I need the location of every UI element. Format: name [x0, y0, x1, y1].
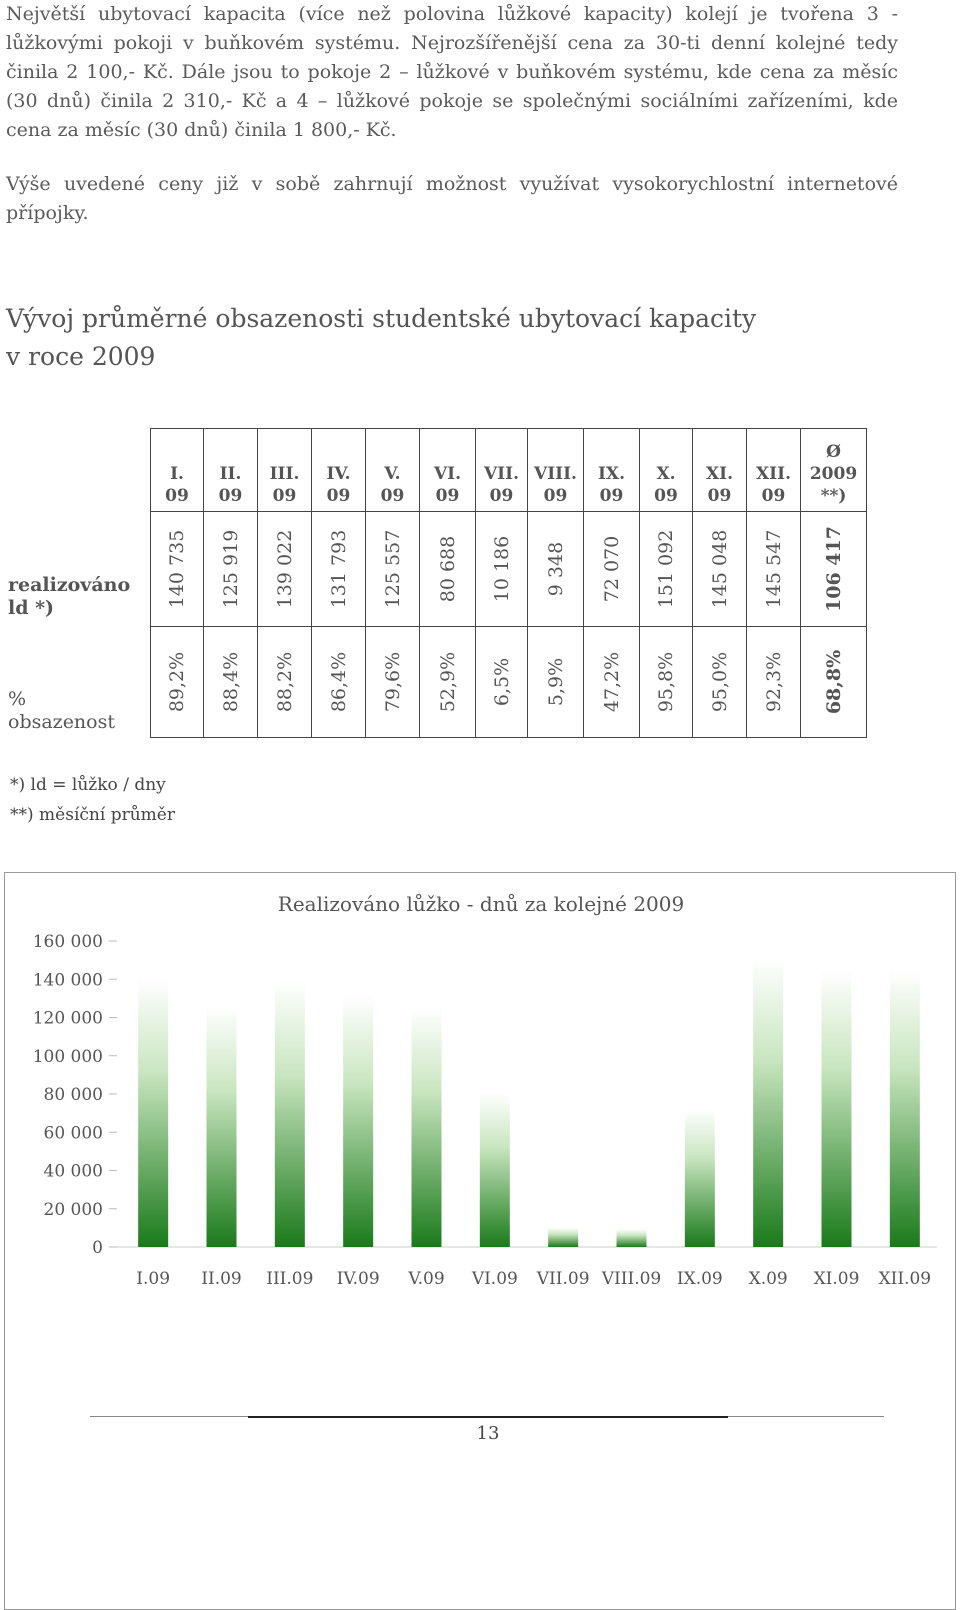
occupancy-value: 79,6% — [381, 651, 404, 713]
table-header-text: 09 — [707, 486, 732, 506]
table-header-text: 09 — [165, 486, 189, 506]
table-cell — [693, 512, 747, 627]
row-label-occupancy-line1: % — [8, 688, 27, 710]
table-cell — [476, 512, 528, 627]
occupancy-value: 95,8% — [655, 651, 677, 713]
table-cell — [476, 627, 528, 738]
bar-xii09 — [890, 969, 920, 1247]
realized-value: 80 688 — [436, 535, 459, 603]
table-cell — [151, 512, 204, 627]
x-tick-label: X.09 — [748, 1269, 788, 1289]
table-header-text: I. — [170, 464, 184, 484]
bar-chart — [5, 873, 955, 1609]
table-header-text: 09 — [218, 486, 243, 506]
table-header-cell — [476, 429, 528, 512]
table-cell — [801, 627, 867, 738]
bar-vi09 — [480, 1093, 510, 1247]
table-cell — [584, 512, 640, 627]
table-header-text: XI. — [705, 464, 734, 484]
table-header-cell — [747, 429, 801, 512]
realized-value: 10 186 — [490, 535, 513, 603]
realized-value: 106 417 — [822, 526, 845, 612]
occupancy-value: 89,2% — [166, 651, 188, 713]
table-header-cell — [420, 429, 476, 512]
table-header-text: **) — [820, 486, 847, 506]
table-header-text: II. — [219, 464, 242, 484]
table-header-text: XII. — [755, 464, 791, 484]
page-number: 13 — [476, 1423, 500, 1444]
table-cell — [640, 627, 693, 738]
table-header-cell — [204, 429, 258, 512]
realized-value: 9 348 — [544, 541, 567, 597]
occupancy-value: 52,9% — [436, 651, 459, 713]
table-cell — [528, 512, 584, 627]
table-cell — [420, 627, 476, 738]
x-tick-label: VI.09 — [471, 1269, 518, 1289]
occupancy-value: 5,9% — [544, 657, 567, 707]
table-header-cell — [801, 429, 867, 512]
table-header-cell — [640, 429, 693, 512]
table-header-text: 09 — [599, 486, 624, 506]
y-tick-label: 140 000 — [32, 970, 103, 991]
bar-ii09 — [207, 1006, 237, 1247]
y-tick-label: 80 000 — [43, 1085, 103, 1105]
table-header-text: VI. — [433, 464, 462, 484]
x-tick-label: V.09 — [408, 1269, 445, 1289]
y-tick-label: 60 000 — [43, 1123, 103, 1144]
table-cell — [584, 627, 640, 738]
table-header-text: 09 — [326, 486, 351, 506]
table-cell — [258, 627, 312, 738]
table-cell — [420, 512, 476, 627]
bar-xi09 — [822, 970, 852, 1247]
occupancy-value: 92,3% — [762, 651, 785, 713]
row-label-occupancy-line2: obsazenost — [8, 711, 115, 733]
row-label-occupancy — [8, 688, 115, 734]
table-header-text: VII. — [483, 464, 519, 484]
x-tick-label: II.09 — [201, 1269, 242, 1289]
table-header-cell — [584, 429, 640, 512]
bar-ix09 — [685, 1109, 715, 1247]
section-heading — [6, 300, 906, 376]
table-header-text: Ø — [826, 442, 841, 462]
x-tick-label: VII.09 — [536, 1269, 590, 1289]
occupancy-value: 86,4% — [327, 651, 350, 713]
x-tick-label: XII.09 — [878, 1269, 932, 1289]
y-tick-label: 100 000 — [32, 1046, 103, 1067]
chart-frame — [4, 872, 956, 1610]
realized-value: 72 070 — [600, 535, 623, 603]
x-tick-label: XI.09 — [813, 1269, 860, 1289]
occupancy-value: 68,8% — [822, 649, 845, 715]
row-label-realized — [8, 574, 130, 620]
table-cell — [640, 512, 693, 627]
y-tick-label: 40 000 — [43, 1161, 103, 1182]
y-tick-label: 20 000 — [43, 1199, 103, 1220]
realized-value: 131 793 — [327, 529, 350, 609]
table-cell — [747, 512, 801, 627]
bar-viii09 — [617, 1229, 647, 1247]
internet-paragraph: Výše uvedené ceny již v sobě zahrnují možnost využívat vysokorychlostní internetové přípojky. — [6, 173, 898, 224]
y-tick-label: 120 000 — [32, 1008, 103, 1029]
table-cell — [366, 512, 420, 627]
realized-value: 145 048 — [708, 529, 731, 609]
x-tick-label: VIII.09 — [601, 1269, 662, 1289]
footnote-ld: *) ld = lůžko / dny — [10, 775, 166, 795]
table-cell — [312, 627, 366, 738]
section-heading-line2: v roce 2009 — [6, 342, 156, 371]
table-header-text: 09 — [654, 486, 678, 506]
row-label-realized-line2: ld *) — [8, 597, 55, 619]
bar-x09 — [753, 958, 783, 1247]
chart-title: Realizováno lůžko - dnů za kolejné 2009 — [277, 892, 685, 916]
bar-iv09 — [343, 995, 373, 1247]
section-heading-line1: Vývoj průměrné obsazenosti studentské ubytovací kapacity — [6, 304, 757, 333]
bar-vii09 — [548, 1228, 578, 1247]
table-cell — [204, 512, 258, 627]
x-tick-label: IV.09 — [336, 1269, 380, 1289]
bar-v09 — [412, 1007, 442, 1247]
table-cell — [151, 627, 204, 738]
footer-rule-accent — [248, 1416, 728, 1418]
footnote-average: **) měsíční průměr — [10, 805, 175, 825]
realized-value: 125 557 — [381, 529, 404, 609]
occupancy-table — [150, 428, 867, 738]
table-cell — [801, 512, 867, 627]
table-header-text: 09 — [380, 486, 405, 506]
row-label-realized-line1: realizováno — [8, 574, 131, 596]
x-tick-label: I.09 — [136, 1269, 171, 1289]
y-tick-label: 160 000 — [32, 932, 103, 952]
realized-value: 140 735 — [166, 529, 188, 609]
table-row-realized — [151, 512, 867, 627]
table-header-cell — [312, 429, 366, 512]
table-header-text: 09 — [272, 486, 297, 506]
table-cell — [258, 512, 312, 627]
table-header-cell — [366, 429, 420, 512]
realized-value: 139 022 — [273, 529, 296, 609]
occupancy-value: 47,2% — [600, 651, 623, 713]
table-header-cell — [693, 429, 747, 512]
table-header-text: 09 — [489, 486, 514, 506]
y-tick-label: 0 — [92, 1238, 103, 1258]
table-header-text: 09 — [761, 486, 786, 506]
table-row-occupancy — [151, 627, 867, 738]
x-tick-label: IX.09 — [676, 1269, 723, 1289]
realized-value: 145 547 — [762, 529, 785, 609]
table-header-text: IV. — [326, 464, 351, 484]
x-tick-label: III.09 — [266, 1269, 314, 1289]
occupancy-value: 88,4% — [219, 651, 242, 713]
x-axis — [136, 1269, 931, 1289]
occupancy-value: 6,5% — [490, 657, 513, 707]
bar-i09 — [138, 978, 168, 1247]
table-cell — [693, 627, 747, 738]
table-header-text: 09 — [435, 486, 460, 506]
occupancy-value: 88,2% — [273, 651, 296, 713]
table-header-text: IX. — [597, 464, 626, 484]
table-header-text: VIII. — [534, 464, 577, 484]
table-header-cell — [151, 429, 204, 512]
table-header-cell — [258, 429, 312, 512]
table-header-text: 2009 — [809, 464, 858, 484]
table-cell — [747, 627, 801, 738]
table-header-text: V. — [384, 464, 401, 484]
table-header-text: 09 — [543, 486, 568, 506]
intro-paragraph: Největší ubytovací kapacita (více než polovina lůžkové kapacity) kolejí je tvořena 3 - lůžkovými pokoji v buňkovém systému. Nejrozšířenější cena za 30-ti denní kolejné tedy činila 2 100,- Kč. Dále jsou to pokoje 2 – lůžkové v buňkovém systému, kde cena za měsíc (30 dnů) činila 2 310,- Kč a 4 – lůžkové pokoje se společnými sociálními zařízeními, kde cena za měsíc (30 dnů) činila 1 800,- Kč. — [6, 3, 898, 141]
table-cell — [204, 627, 258, 738]
table-cell — [312, 512, 366, 627]
occupancy-value: 95,0% — [708, 651, 731, 713]
bars — [138, 958, 920, 1247]
table-header-row — [151, 429, 867, 512]
table-header-cell — [528, 429, 584, 512]
table-cell — [366, 627, 420, 738]
bar-iii09 — [275, 981, 305, 1247]
table-cell — [528, 627, 584, 738]
table-header-text: III. — [269, 464, 300, 484]
realized-value: 125 919 — [219, 529, 242, 609]
table-header-text: X. — [656, 464, 676, 484]
realized-value: 151 092 — [655, 529, 677, 609]
